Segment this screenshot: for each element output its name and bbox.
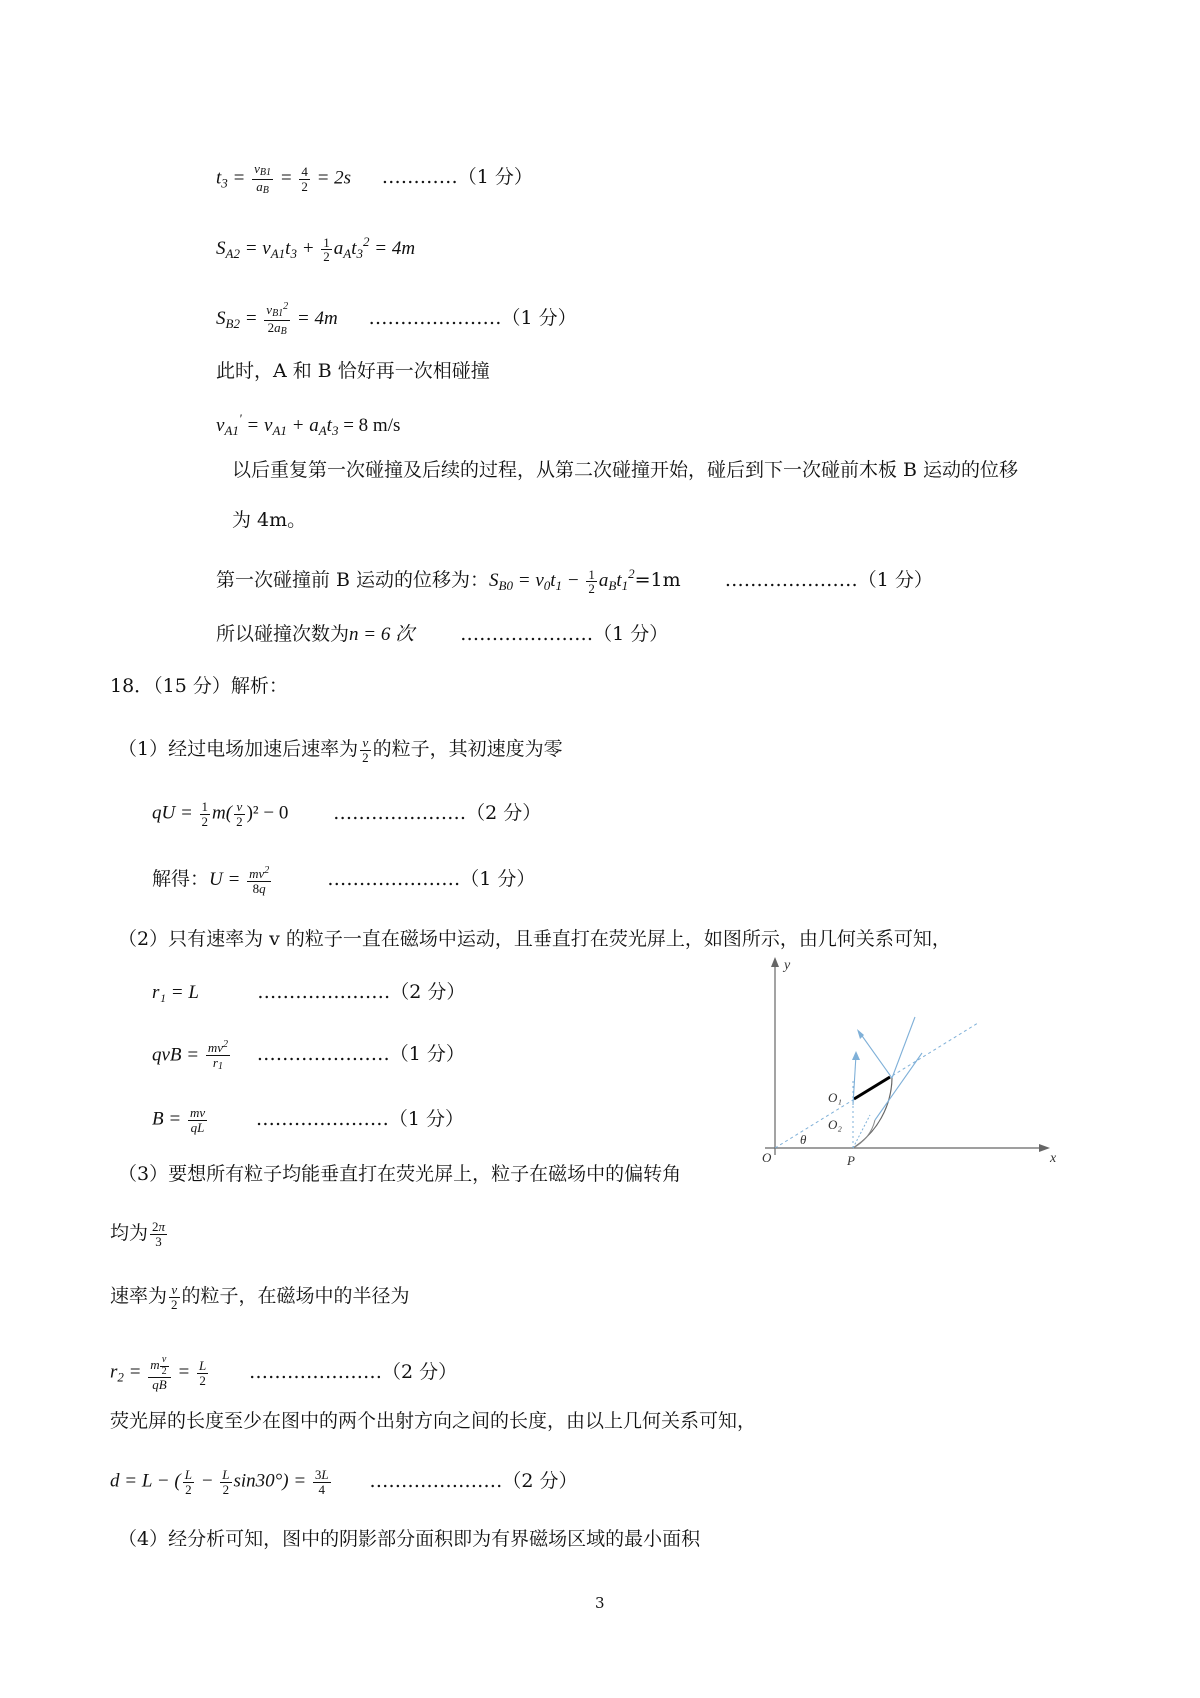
q18-part3-radius: 速率为 $\frac{v}{2}$ 的粒子，在磁场中的半径为	[110, 1282, 410, 1312]
eq-sa2: $S_{A2} = v_{A1}t_3$ + $\frac{1}{2}$ $a_At_3^2 = 4m$	[216, 234, 416, 265]
score-mark: …………………（2 分）	[248, 1360, 458, 1383]
label-y: y	[784, 958, 791, 973]
score-mark: …………………（1 分）	[327, 868, 536, 890]
screen-segment	[854, 1077, 890, 1099]
score-mark: …………………（1 分）	[255, 1107, 464, 1130]
score-mark: …………………（2 分）	[333, 801, 542, 824]
text-repeat-2: 为 4m。	[232, 509, 307, 531]
eq-t3: $t_3$ = $\frac{v_{B1}}{a_B}$ = $\frac{4}{2}$ = 2s …………（1 分）	[216, 161, 533, 196]
y-axis-arrow	[771, 957, 779, 967]
eq-sb0: 第一次碰撞前 B 运动的位移为：$S_{B0} = v_0t_1$ − $\frac{1}{2}$ $a_Bt_1^2=1m$ …………………（1 分）	[216, 566, 933, 597]
score-mark: …………………（1 分）	[256, 1043, 465, 1066]
ray-2	[875, 1053, 922, 1120]
score-mark: …………（1 分）	[381, 166, 533, 189]
text-count: 所以碰撞次数为n = 6 次 …………………（1 分）	[216, 623, 669, 645]
label-o: O	[762, 1150, 772, 1165]
eq-sb2: $S_{B2}$ = $\frac{v_{B1}^2}{2a_B}$ = 4m …………………（1 分）	[216, 301, 577, 337]
eq-r2: $r_2$ = m $\frac{v}{2}$ qB = $\frac{L}{2}$ …………………（2 分）	[110, 1354, 458, 1392]
q18-part3: （3）要想所有粒子均能垂直打在荧光屏上，粒子在磁场中的偏转角	[118, 1163, 682, 1185]
eq-qvb: qvB = $\frac{mv^2}{r_1}$ …………………（1 分）	[152, 1039, 465, 1072]
eq-u: 解得：U = $\frac{mv^2}{8q}$ …………………（1 分）	[152, 865, 536, 896]
x-axis-arrow	[1039, 1144, 1050, 1152]
eq-b: B = $\frac{mv}{qL}$ …………………（1 分）	[152, 1105, 464, 1135]
label-x: x	[1050, 1151, 1057, 1165]
eq-qu: qU = $\frac{1}{2}$ m( $\frac{v}{2}$ )² − 0 …………………（2 分）	[152, 799, 542, 829]
eq-d: d = L − ( $\frac{L}{2}$ − $\frac{L}{2}$ sin30°) = $\frac{3L}{4}$ …………………（2 分）	[110, 1467, 578, 1497]
ray-4-arrow	[852, 1051, 860, 1060]
arc-small	[853, 1120, 875, 1148]
q18-part2: （2）只有速率为 v 的粒子一直在磁场中运动，且垂直打在荧光屏上，如图所示，由几何关系可知，	[118, 928, 951, 950]
score-mark: …………………（2 分）	[369, 1469, 578, 1492]
label-o2: O₂	[828, 1117, 842, 1132]
q18-part4: （4）经分析可知，图中的阴影部分面积即为有界磁场区域的最小面积	[118, 1528, 701, 1550]
score-mark: …………………（1 分）	[460, 623, 669, 645]
eq-va1-prime: $v_{A1}' = v_{A1} + a_At_3 = 8$ m/s	[216, 411, 401, 438]
ray-3	[860, 1033, 892, 1078]
geometry-figure	[760, 955, 1060, 1165]
q18-part3-angle: 均为 $\frac{2\pi}{3}$	[110, 1219, 166, 1249]
q18-part1: （1）经过电场加速后速率为 $\frac{v}{2}$ 的粒子，其初速度为零	[118, 735, 563, 765]
score-mark: …………………（1 分）	[368, 306, 577, 329]
page-number: 3	[595, 1594, 605, 1612]
score-mark: …………………（2 分）	[257, 981, 466, 1003]
label-p: P	[847, 1153, 855, 1165]
text-repeat-1: 以后重复第一次碰撞及后续的过程，从第二次碰撞开始，碰后到下一次碰前木板 B 运动的位移	[232, 459, 1019, 481]
text-collide: 此时，A 和 B 恰好再一次相碰撞	[216, 360, 490, 382]
label-theta: θ	[800, 1132, 807, 1147]
text-screen: 荧光屏的长度至少在图中的两个出射方向之间的长度，由以上几何关系可知，	[110, 1410, 757, 1432]
eq-r1: r₁ = L …………………（2 分）	[152, 981, 466, 1003]
q18-title: 18．（15 分）解析：	[110, 675, 288, 697]
score-mark: …………………（1 分）	[724, 569, 933, 591]
label-o1: O₁	[828, 1090, 842, 1105]
